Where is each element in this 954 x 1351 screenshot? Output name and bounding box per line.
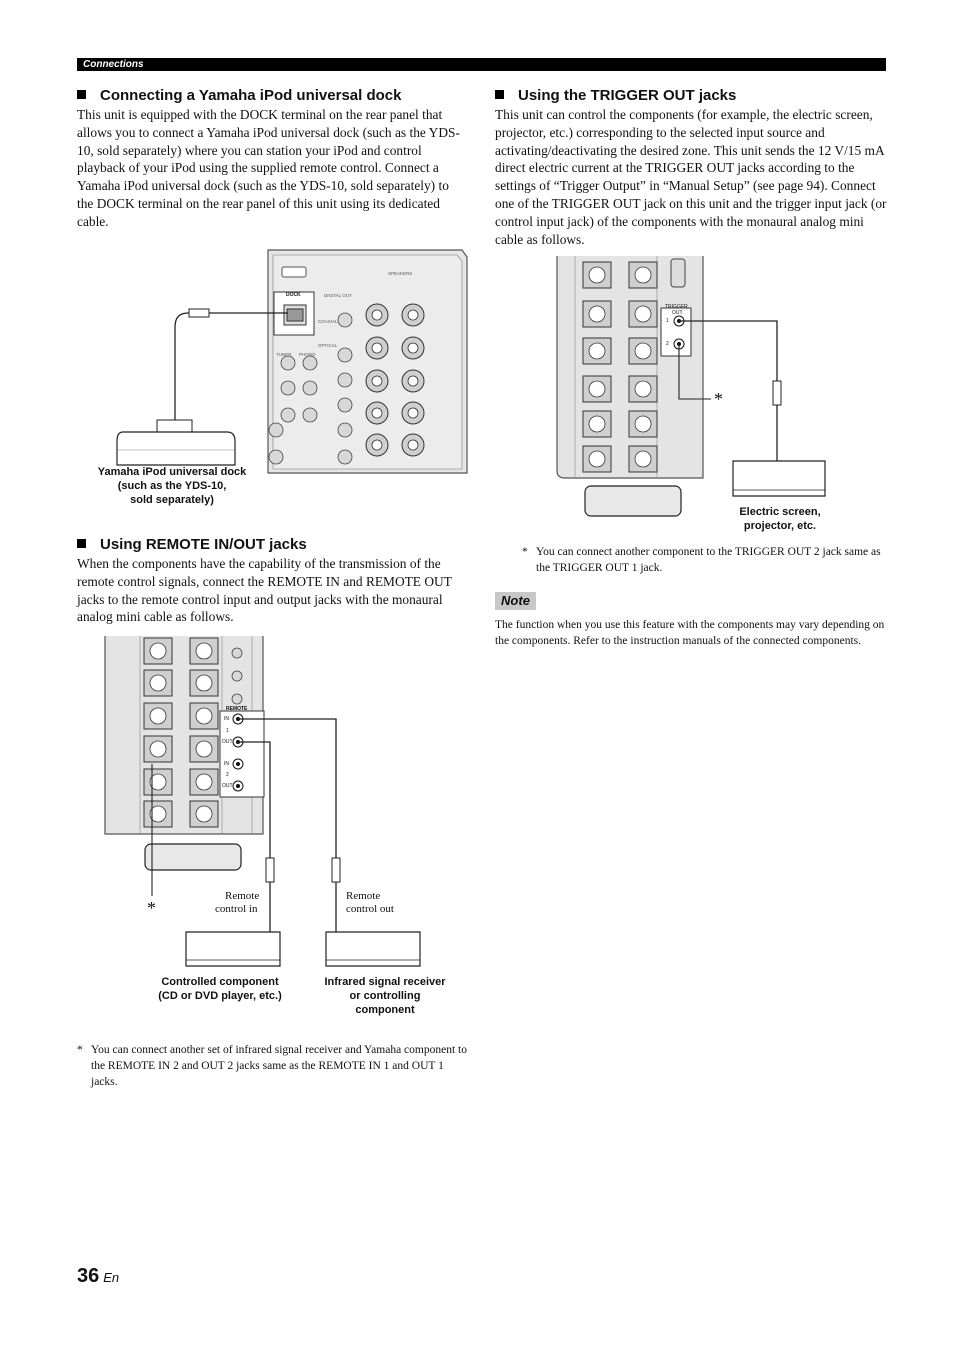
infrared-receiver-caption (305, 975, 465, 1017)
page-number-value: 36 (77, 1265, 100, 1287)
controlled-line1: Controlled component (161, 976, 279, 988)
controlled-line2: (CD or DVD player, etc.) (158, 990, 282, 1002)
trigger-body: This unit can control the components (for example, the electric screen, projector, etc.) corresponding to the selected input source and activating/deactivating the desired zone. This unit sends the 12 V/15 mA direct electric current at the TRIGGER OUT jacks according to the settings of “Trigger Output” in “Manual Setup” (see page 94). Connect one of the TRIGGER OUT jack on this unit and the trigger input jack (or control input jack) of the components with the monaural analog mini cable as follows. (495, 107, 887, 247)
controlled-component-caption (140, 975, 300, 1003)
footnote-asterisk: * (522, 546, 528, 558)
ipod-body: This unit is equipped with the DOCK terminal on the rear panel that allows you to connect a Yamaha iPod universal dock (such as the YDS-10, sold separately) where you can station your iPod and control playback of your iPod using the supplied remote control. Connect a Yamaha iPod universal dock (such as the YDS-10, sold separately) to the DOCK terminal on the rear panel of this unit using its dedicated cable. (77, 107, 460, 229)
trigger-footnote (522, 544, 886, 576)
note-label: Note (495, 592, 536, 610)
square-bullet-icon (495, 90, 504, 99)
electric-screen-caption (710, 505, 850, 533)
ipod-heading: Connecting a Yamaha iPod universal dock (77, 87, 467, 105)
dock-caption (77, 465, 267, 507)
remote-in-line1: Remote (225, 890, 260, 902)
trigger-two-label: 2 (666, 341, 669, 347)
trigger-out-label: OUT (672, 310, 683, 316)
dock-caption-line1: Yamaha iPod universal dock (97, 466, 247, 478)
screen-line2: projector, etc. (743, 520, 817, 532)
digital-out-label: DIGITAL OUT (324, 293, 352, 298)
trigger-one-label: 1 (666, 318, 669, 324)
dock-port-label: DOCK (286, 292, 301, 298)
remote-jack-label: REMOTE (226, 706, 248, 712)
remote-control-out-label (346, 890, 426, 916)
footnote-asterisk: * (77, 1044, 83, 1056)
remote-diagram (100, 636, 460, 976)
remote-out2-label: OUT (222, 783, 233, 789)
section-header-bar (77, 58, 886, 71)
remote-footnote-text: You can connect another set of infrared signal receiver and Yamaha component to the REMOTE IN 2 and OUT 2 jacks same as the REMOTE IN 1 and OUT 1 jacks. (91, 1044, 467, 1088)
trigger-diagram (553, 256, 833, 521)
remote-control-in-label (215, 890, 275, 916)
remote-out1-label: OUT (222, 739, 233, 745)
infrared-line3: component (355, 1004, 415, 1016)
dock-caption-line2: (such as the YDS-10, (117, 480, 227, 492)
remote-in2-label: IN (224, 761, 229, 767)
section-title: Connections (83, 59, 144, 70)
remote-in-line2: control in (215, 903, 258, 915)
remote-out-line2: control out (346, 903, 394, 915)
remote-out-line1: Remote (346, 890, 381, 902)
remote-body: When the components have the capability of the transmission of the remote control signals, connect the REMOTE IN and REMOTE OUT jacks to the remote control input and output jacks with the monaural analog mini cable as follows. (77, 556, 452, 625)
remote-in1-label: IN (224, 716, 229, 722)
screen-line1: Electric screen, (739, 506, 821, 518)
trigger-jack-label: TRIGGER (665, 304, 688, 310)
trigger-footnote-text: You can connect another component to the TRIGGER OUT 2 jack same as the TRIGGER OUT 1 jack. (536, 546, 881, 574)
square-bullet-icon (77, 539, 86, 548)
remote-footnote (77, 1042, 469, 1090)
optical-label: OPTICAL (318, 343, 338, 348)
remote-heading: Using REMOTE IN/OUT jacks (77, 536, 467, 554)
note-body: The function when you use this feature with the components may vary depending on the components. Refer to the instruction manuals of the connected components. (495, 619, 885, 647)
phono-label: PHONO (299, 352, 316, 357)
square-bullet-icon (77, 90, 86, 99)
trigger-heading: Using the TRIGGER OUT jacks (495, 87, 887, 105)
trigger-asterisk: * (714, 389, 723, 409)
remote-one-label: 1 (226, 728, 229, 734)
tuner-label: TUNER (276, 352, 292, 357)
remote-asterisk: * (147, 898, 156, 918)
infrared-line2: or controlling (349, 990, 421, 1002)
speakers-label: SPEAKERS (388, 271, 413, 276)
infrared-line1: Infrared signal receiver (324, 976, 446, 988)
remote-two-label: 2 (226, 772, 229, 778)
coaxial-label: COAXIAL (318, 319, 338, 324)
page-number (77, 1265, 119, 1288)
dock-caption-line3: sold separately) (130, 494, 214, 506)
page-language: En (103, 1270, 120, 1285)
